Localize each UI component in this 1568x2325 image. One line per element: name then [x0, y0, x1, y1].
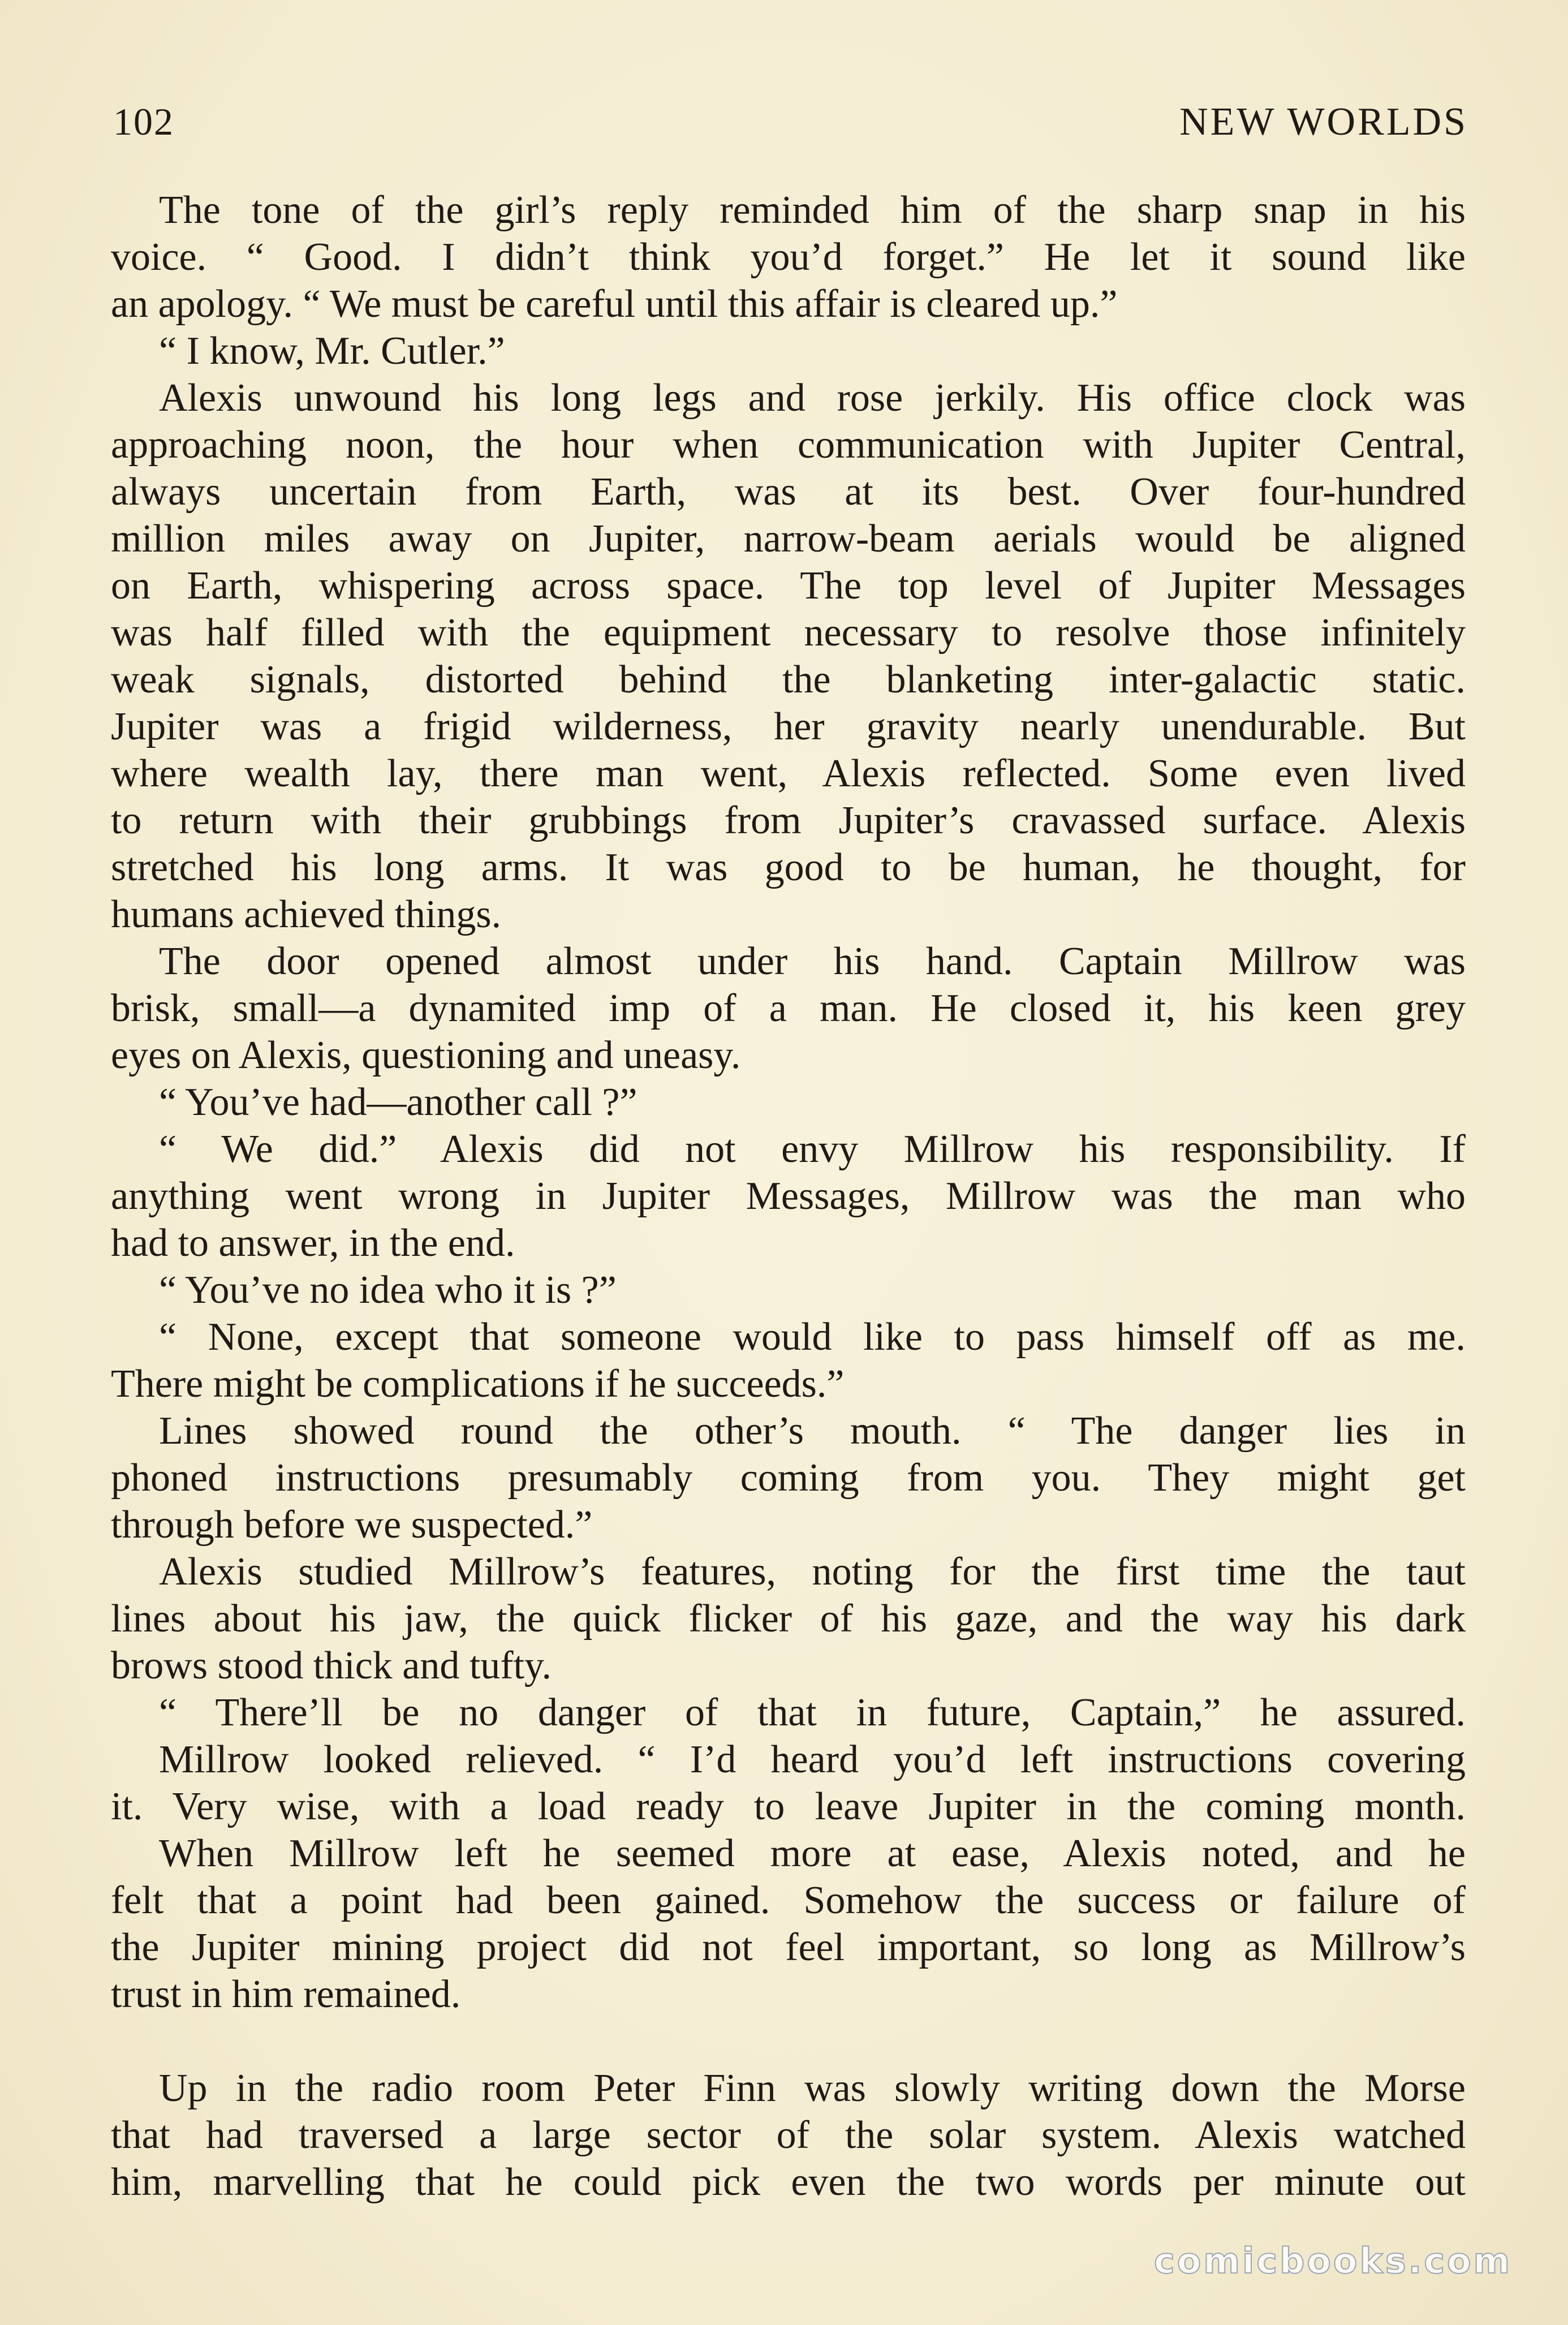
text-line: felt that a point had been gained. Somehow the success or failure of [111, 1879, 1466, 1922]
text-line: brisk, small—a dynamited imp of a man. He closed it, his keen grey [111, 987, 1466, 1030]
text-line: an apology. “ We must be careful until this affair is cleared up.” [111, 282, 1118, 326]
text-line: “ You’ve had—another call ?” [159, 1080, 637, 1124]
text-line: Jupiter was a frigid wilderness, her gravity nearly unendurable. But [111, 705, 1466, 748]
text-line: to return with their grubbings from Jupiter’s cravassed surface. Alexis [111, 799, 1466, 842]
body-text [111, 187, 1466, 2206]
text-line: million miles away on Jupiter, narrow-beam aerials would be aligned [111, 517, 1466, 561]
text-line: Millrow looked relieved. “ I’d heard you’d left instructions covering [159, 1738, 1466, 1781]
text-line: “ You’ve no idea who it is ?” [159, 1268, 617, 1312]
text-line: phoned instructions presumably coming from you. They might get [111, 1456, 1466, 1500]
text-line: the Jupiter mining project did not feel important, so long as Millrow’s [111, 1926, 1466, 1969]
watermark-logo: comicbooks.com [1154, 2240, 1513, 2281]
text-line: trust in him remained. [111, 1973, 461, 2016]
section-break [111, 2018, 1466, 2065]
text-line: The tone of the girl’s reply reminded him of the sharp snap in his [159, 188, 1466, 232]
text-line: voice. “ Good. I didn’t think you’d forget.” He let it sound like [111, 235, 1466, 279]
text-line: eyes on Alexis, questioning and uneasy. [111, 1034, 741, 1077]
text-line: “ None, except that someone would like to pass himself off as me. [159, 1315, 1466, 1359]
text-line: Up in the radio room Peter Finn was slowly writing down the Morse [159, 2066, 1466, 2110]
text-line: anything went wrong in Jupiter Messages, Millrow was the man who [111, 1174, 1466, 1218]
text-line: always uncertain from Earth, was at its best. Over four-hundred [111, 470, 1466, 514]
text-line: “ I know, Mr. Cutler.” [159, 329, 505, 373]
text-line: “ There’ll be no danger of that in future, Captain,” he assured. [159, 1691, 1466, 1734]
text-line: humans achieved things. [111, 893, 502, 936]
text-line: had to answer, in the end. [111, 1221, 515, 1265]
text-line: on Earth, whispering across space. The top level of Jupiter Messages [111, 564, 1466, 608]
text-line: was half filled with the equipment necessary to resolve those infinitely [111, 611, 1466, 655]
text-line: Alexis unwound his long legs and rose jerkily. His office clock was [159, 376, 1466, 420]
text-line: it. Very wise, with a load ready to leave Jupiter in the coming month. [111, 1785, 1466, 1828]
text-line: stretched his long arms. It was good to be human, he thought, for [111, 846, 1466, 889]
text-line: where wealth lay, there man went, Alexis reflected. Some even lived [111, 752, 1466, 795]
text-line: lines about his jaw, the quick flicker of his gaze, and the way his dark [111, 1597, 1466, 1641]
text-line: through before we suspected.” [111, 1503, 593, 1547]
text-line: When Millrow left he seemed more at ease, Alexis noted, and he [159, 1832, 1466, 1875]
running-head: NEW WORLDS [1179, 100, 1468, 144]
text-line: that had traversed a large sector of the solar system. Alexis watched [111, 2113, 1466, 2157]
text-line: There might be complications if he succeeds.” [111, 1362, 845, 1406]
text-line: approaching noon, the hour when communication with Jupiter Central, [111, 423, 1466, 467]
text-line: Alexis studied Millrow’s features, noting for the first time the taut [159, 1550, 1466, 1594]
text-line: The door opened almost under his hand. Captain Millrow was [159, 940, 1466, 983]
page-header [113, 100, 1468, 156]
text-line: “ We did.” Alexis did not envy Millrow his responsibility. If [159, 1127, 1466, 1171]
text-line: brows stood thick and tufty. [111, 1644, 552, 1687]
text-line: Lines showed round the other’s mouth. “ The danger lies in [159, 1409, 1466, 1453]
text-line: weak signals, distorted behind the blanketing inter-galactic static. [111, 658, 1466, 701]
page-number: 102 [113, 100, 174, 143]
text-line: him, marvelling that he could pick even the two words per minute out [111, 2160, 1466, 2204]
